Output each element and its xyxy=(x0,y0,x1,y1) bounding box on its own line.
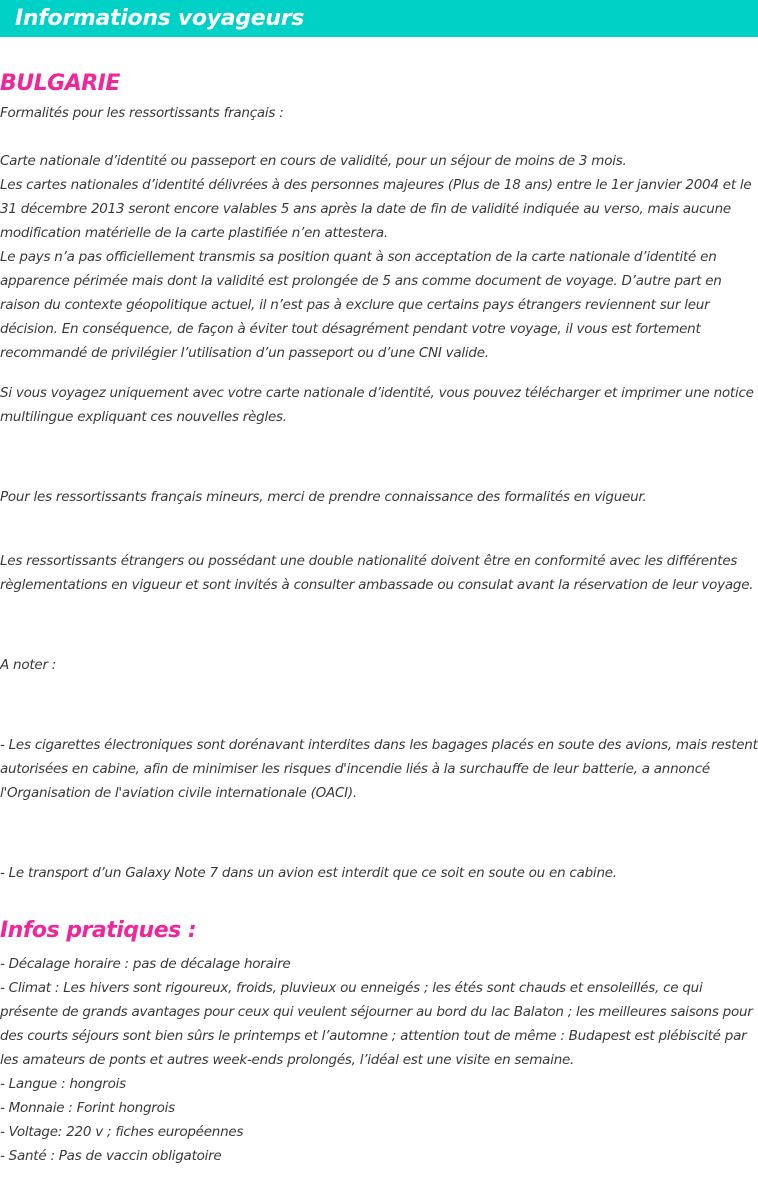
formalities-paragraph: Le pays n’a pas officiellement transmis sa position quant à son acceptation de la carte nationale d’identité en apparence périmée mais dont la validité est prolongée de 5 ans comme document de voyage. D’autre part en raison du contexte géopolitique actuel, il n’est pas à exclure que certains pays étrangers reviennent sur leur décision. En conséquence, de façon à éviter tout désagrément pendant votre voyage, il vous est fortement recommandé de privilégier l’utilisation d’un passeport ou d’une CNI valide. xyxy=(0,249,722,361)
practical-item: - Langue : hongrois xyxy=(0,1076,126,1092)
foreigners-paragraph: Les ressortissants étrangers ou possédant une double nationalité doivent être en conformité avec les différentes règlementations en vigueur et sont invités à consulter ambassade ou consulat avant la réservation de leur voyage. xyxy=(0,553,754,593)
formalities-intro: Formalités pour les ressortissants français : xyxy=(0,105,284,121)
main-content xyxy=(0,68,758,1168)
formalities-paragraph: Les cartes nationales d’identité délivrées à des personnes majeures (Plus de 18 ans) entre le 1er janvier 2004 et le 31 décembre 2013 seront encore valables 5 ans après la date de fin de validité indiquée au verso, mais aucune modification matérielle de la carte plastifiée n’en attestera. xyxy=(0,177,752,241)
practical-item: - Santé : Pas de vaccin obligatoire xyxy=(0,1148,222,1164)
header-bar xyxy=(0,0,758,37)
practical-item: - Décalage horaire : pas de décalage horaire xyxy=(0,956,291,972)
minors-paragraph: Pour les ressortissants français mineurs, merci de prendre connaissance des formalités en vigueur. xyxy=(0,489,647,505)
practical-item: - Climat : Les hivers sont rigoureux, froids, pluvieux ou enneigés ; les étés sont chauds et ensoleillés, ce qui présente de grands avantages pour ceux qui veulent séjourner au bord du lac Balaton ; les meilleures saisons pour des courts séjours sont bien sûrs le printemps et l’automne ; attention tout de même : Budapest est plébiscité par les amateurs de ponts et autres week-ends prolongés, l’idéal est une visite en semaine. xyxy=(0,980,753,1068)
note-item: - Le transport d’un Galaxy Note 7 dans un avion est interdit que ce soit en soute ou en cabine. xyxy=(0,865,617,881)
id-card-notice-paragraph: Si vous voyagez uniquement avec votre carte nationale d’identité, vous pouvez télécharger et imprimer une notice multilingue expliquant ces nouvelles règles. xyxy=(0,385,754,425)
page-title: Informations voyageurs xyxy=(15,6,305,31)
practical-item: - Voltage: 220 v ; fiches européennes xyxy=(0,1124,244,1140)
practical-list xyxy=(0,952,758,1168)
note-item: - Les cigarettes électroniques sont dorénavant interdites dans les bagages placés en soute des avions, mais restent autorisées en cabine, afin de minimiser les risques d'incendie liés à la surchauffe de leur batterie, a annoncé l'Organisation de l'aviation civile internationale (OACI). xyxy=(0,737,758,801)
country-title: BULGARIE xyxy=(0,71,120,96)
notes-label: A noter : xyxy=(0,657,57,673)
practical-heading: Infos pratiques : xyxy=(0,918,197,943)
practical-item: - Monnaie : Forint hongrois xyxy=(0,1100,175,1116)
formalities-paragraph: Carte nationale d’identité ou passeport en cours de validité, pour un séjour de moins de 3 mois. xyxy=(0,153,627,169)
